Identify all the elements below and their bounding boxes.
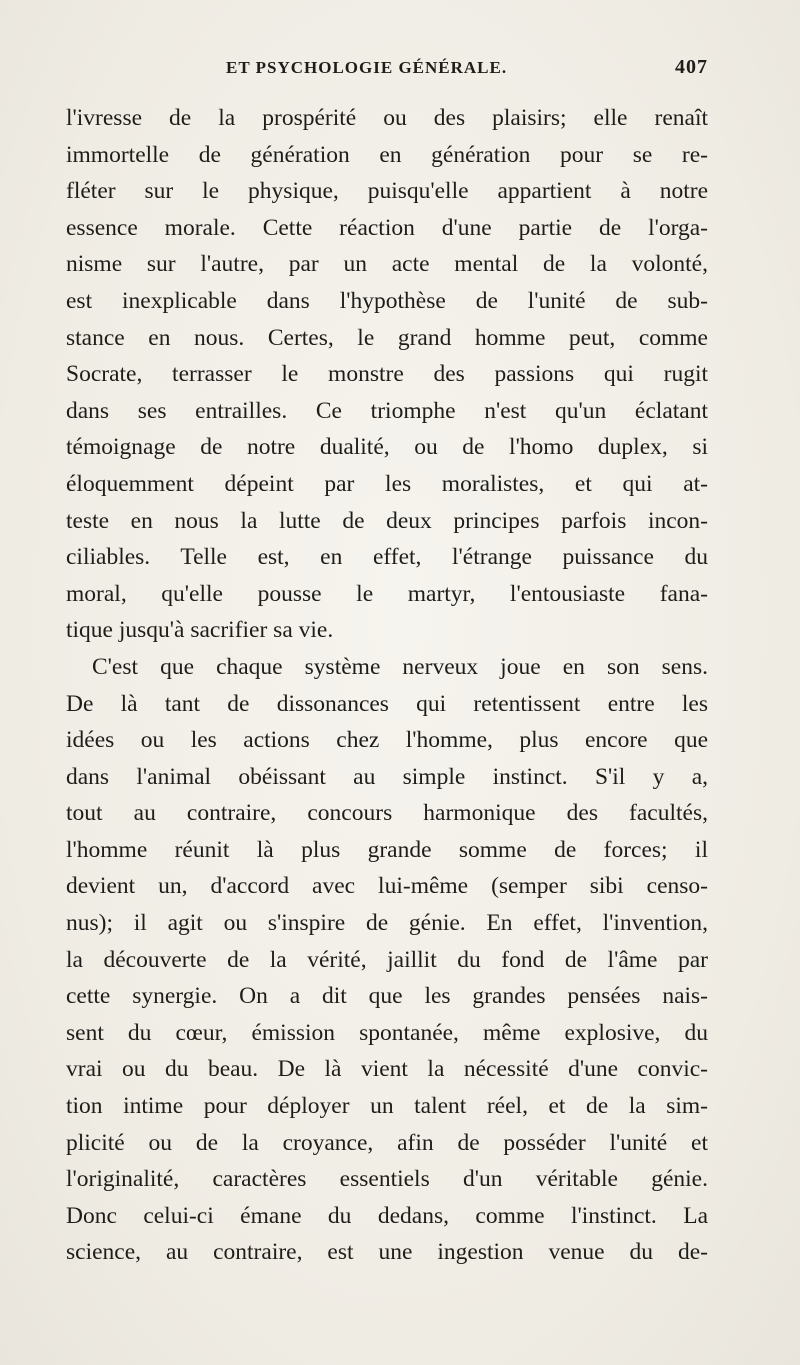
- text-line: dans l'animal obéissant au simple instinct. S'il y a,: [66, 763, 708, 790]
- text-line: cette synergie. On a dit que les grandes pensées nais-: [66, 983, 708, 1010]
- text-line: vrai ou du beau. De là vient la nécessité d'une convic-: [66, 1056, 708, 1083]
- text-line: sent du cœur, émission spontanée, même explosive, du: [66, 1019, 708, 1046]
- text-line: science, au contraire, est une ingestion venue du de-: [66, 1239, 708, 1266]
- text-line: éloquemment dépeint par les moralistes, et qui at-: [66, 470, 708, 497]
- text-line: ciliables. Telle est, en effet, l'étrange puissance du: [66, 544, 708, 571]
- text-line: l'originalité, caractères essentiels d'un véritable génie.: [66, 1166, 708, 1193]
- text-line: dans ses entrailles. Ce triomphe n'est qu'un éclatant: [66, 397, 708, 424]
- text-line: C'est que chaque système nerveux joue en son sens.: [92, 653, 708, 680]
- text-line: tion intime pour déployer un talent réel, et de la sim-: [66, 1093, 708, 1120]
- running-title: ET PSYCHOLOGIE GÉNÉRALE.: [226, 58, 508, 77]
- text-line: l'ivresse de la prospérité ou des plaisirs; elle renaît: [66, 105, 708, 131]
- page-number: 407: [675, 56, 708, 78]
- text-line: tout au contraire, concours harmonique des facultés,: [66, 800, 708, 827]
- text-line: nisme sur l'autre, par un acte mental de la volonté,: [66, 251, 708, 278]
- running-head: [66, 58, 708, 88]
- text-line: moral, qu'elle pousse le martyr, l'entousiaste fana-: [66, 580, 708, 607]
- text-line: De là tant de dissonances qui retentissent entre les: [66, 690, 708, 717]
- body-text: [66, 100, 708, 1271]
- text-line: témoignage de notre dualité, ou de l'homo duplex, si: [66, 434, 708, 461]
- text-line: devient un, d'accord avec lui-même (semper sibi censo-: [66, 873, 708, 900]
- text-line: essence morale. Cette réaction d'une partie de l'orga-: [66, 214, 708, 241]
- text-line: fléter sur le physique, puisqu'elle appartient à notre: [66, 178, 708, 205]
- text-line: est inexplicable dans l'hypothèse de l'unité de sub-: [66, 287, 708, 314]
- text-line: teste en nous la lutte de deux principes parfois incon-: [66, 507, 708, 534]
- text-line: tique jusqu'à sacrifier sa vie.: [66, 617, 334, 644]
- text-line: stance en nous. Certes, le grand homme peut, comme: [66, 324, 708, 351]
- text-line: l'homme réunit là plus grande somme de forces; il: [66, 836, 708, 863]
- text-line: idées ou les actions chez l'homme, plus encore que: [66, 727, 708, 754]
- text-line: la découverte de la vérité, jaillit du fond de l'âme par: [66, 946, 708, 973]
- text-line: immortelle de génération en génération pour se re-: [66, 141, 708, 168]
- text-line: nus); il agit ou s'inspire de génie. En effet, l'invention,: [66, 910, 708, 937]
- text-line: Donc celui-ci émane du dedans, comme l'instinct. La: [66, 1202, 708, 1229]
- text-line: Socrate, terrasser le monstre des passions qui rugit: [66, 361, 708, 388]
- text-line: plicité ou de la croyance, afin de posséder l'unité et: [66, 1129, 708, 1156]
